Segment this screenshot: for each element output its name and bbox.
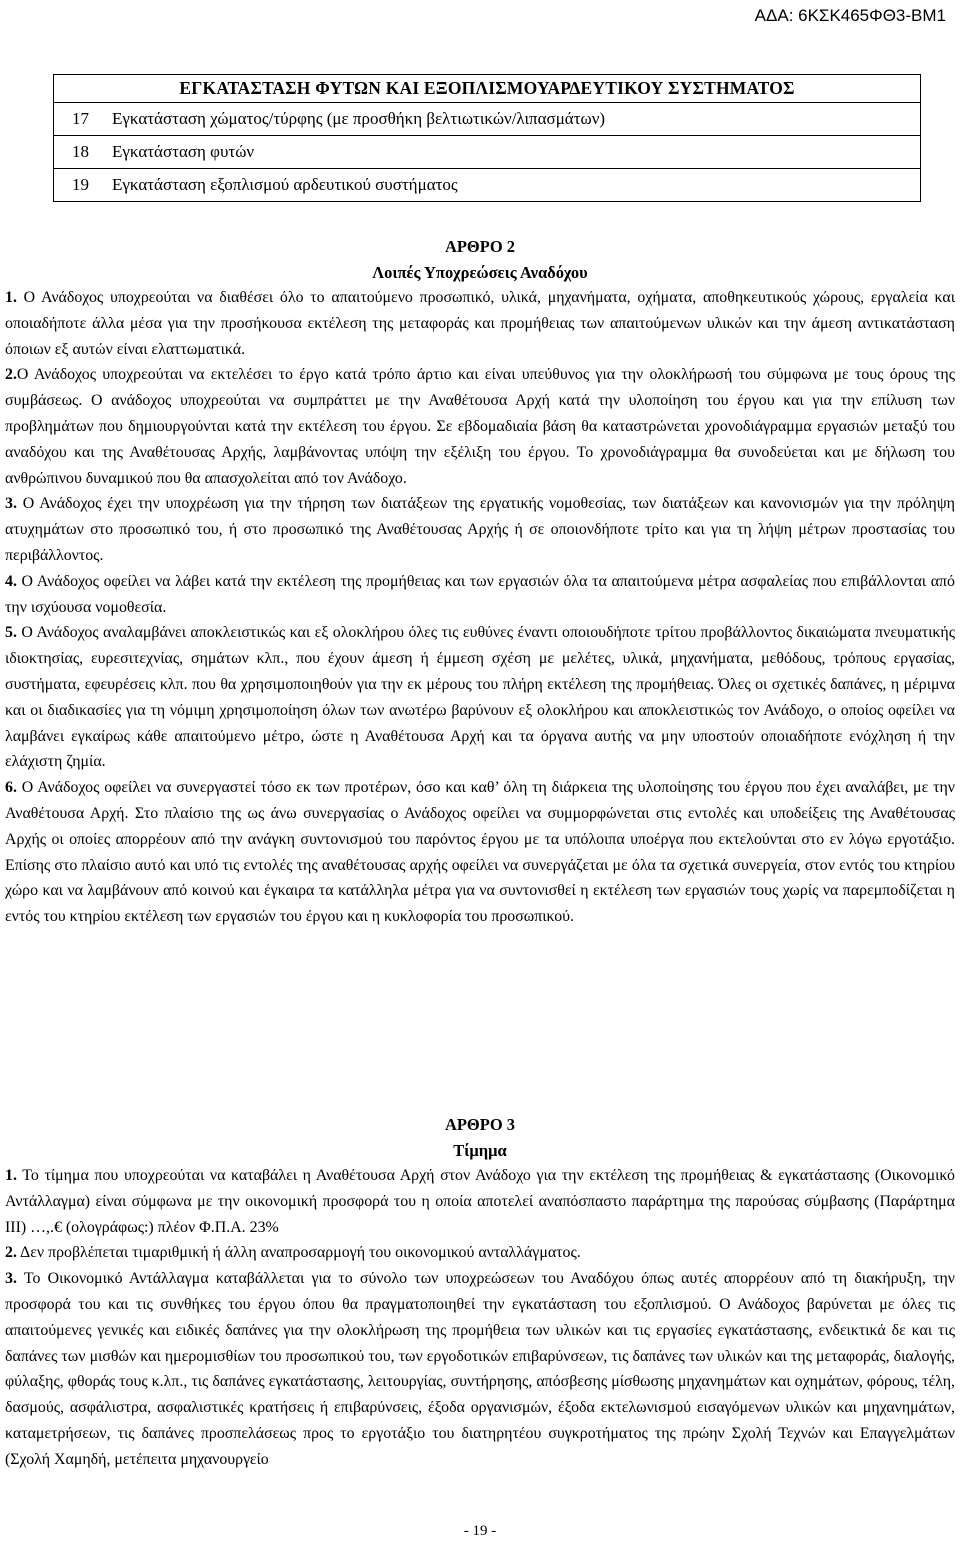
items-table — [53, 74, 921, 202]
paragraph-text: Ο Ανάδοχος έχει την υποχρέωση για την τήρηση των διατάξεων της εργατικής νομοθεσίας, των διατάξεων και κανονισμών για την πρόληψη ατυχημάτων στο προσωπικό του, ή στο προσωπικό της Αναθέτουσας Αρχής ή σε οποιονδήποτε τρίτο και για τη λήψη μέτρων προστασίας του περιβάλλοντος. — [5, 495, 955, 564]
article-2-subheading: Λοιπές Υποχρεώσεις Αναδόχου — [372, 263, 588, 282]
item-number: 19 — [54, 169, 108, 202]
paragraph-text: Ο Ανάδοχος οφείλει να λάβει κατά την εκτέλεση της προμήθειας και των εργασιών όλα τα απαιτούμενα μέτρα ασφαλείας που επιβάλλονται από την ισχύουσα νομοθεσία. — [5, 572, 955, 616]
paragraph — [5, 1266, 955, 1472]
table-row — [54, 136, 921, 169]
paragraph-text: Ο Ανάδοχος υποχρεούται να διαθέσει όλο το απαιτούμενο προσωπικό, υλικά, μηχανήματα, οχήματα, αποθηκευτικούς χώρους, εργαλεία και οποιαδήποτε άλλα μέσα για την προσήκουσα εκτέλεση της μεταφοράς και προμήθειας των απαιτούμενων υλικών και την άμεση αντικατάσταση όποιων εξ αυτών είναι ελαττωματικά. — [5, 289, 955, 358]
item-description: Εγκατάσταση φυτών — [107, 136, 921, 169]
paragraph-number: 4. — [5, 572, 17, 590]
table-row — [54, 169, 921, 202]
paragraph-number: 3. — [5, 495, 17, 513]
paragraph-number: 2. — [5, 366, 17, 384]
paragraph-text: Το Οικονομικό Αντάλλαγμα καταβάλλεται για το σύνολο των υποχρεώσεων του Αναδόχου όπως αυτές απορρέουν από τη διακήρυξη, την προσφορά του και τις συνθήκες του έργου όπου θα πραγματοποιηθεί την εγκατάσταση του εξοπλισμού. Ο Ανάδοχος βαρύνεται με όλες τις απαιτούμενες γενικές και ειδικές δαπάνες για την ολοκλήρωση της προμήθεια των υλικών και τις εργασίες εγκατάστασης, ενδεικτικά δε και τις δαπάνες των μισθών και ημερομισθίων του προσωπικού του, των εργοδοτικών επιβαρύνσεων, τις δαπάνες των υλικών και της μεταφοράς, διαλογής, φύλαξης, φθοράς τους κ.λπ., τις δαπάνες εγκατάστασης, λειτουργίας, συντήρησης, απόσβεσης μίσθωσης μηχανημάτων και οχημάτων, φόρους, τέλη, δασμούς, ασφάλιστρα, ασφαλιστικές κρατήσεις ή επιβαρύνσεις, έξοδα οργανισμών, έξοδα εκτελωνισμού εισαγόμενων υλικών και μηχανημάτων, καταμετρήσεων, τις δαπάνες προσπελάσεως προς το εργοτάξιο του διατηρητέου συγκροτήματος της πρώην Σχολή Τεχνών και Επαγγελμάτων (Σχολή Χαμηδή, μετέπειτα μηχανουργείο — [5, 1270, 955, 1468]
ada-code: ΑΔΑ: 6ΚΣΚ465ΦΘ3-ΒΜ1 — [754, 6, 946, 25]
article-2-heading: ΑΡΘΡΟ 2 — [444, 237, 516, 256]
item-description: Εγκατάσταση χώματος/τύρφης (με προσθήκη βελτιωτικών/λιπασμάτων) — [107, 103, 921, 136]
table-row — [54, 103, 921, 136]
paragraph — [5, 775, 955, 930]
paragraph — [5, 285, 955, 362]
paragraph-text: Δεν προβλέπεται τιμαριθμική ή άλλη αναπροσαρμογή του οικονομικού ανταλλάγματος. — [16, 1244, 581, 1262]
item-description: Εγκατάσταση εξοπλισμού αρδευτικού συστήματος — [107, 169, 921, 202]
article-2 — [5, 236, 955, 930]
items-table-title: ΕΓΚΑΤΑΣΤΑΣΗ ΦΥΤΩΝ ΚΑΙ ΕΞΟΠΛΙΣΜΟΥΑΡΔΕΥΤΙΚΟΥ ΣΥΣΤΗΜΑΤΟΣ — [54, 75, 921, 103]
paragraph — [5, 1163, 955, 1240]
item-number: 17 — [54, 103, 108, 136]
paragraph — [5, 362, 955, 491]
paragraph — [5, 569, 955, 621]
article-3-heading: ΑΡΘΡΟ 3 — [444, 1115, 516, 1134]
paragraph-text: Ο Ανάδοχος υποχρεούται να εκτελέσει το έργο κατά τρόπο άρτιο και είναι υπεύθυνος για την ολοκλήρωσή του σύμφωνα με τους όρους της συμβάσεως. Ο ανάδοχος υποχρεούται να συμπράττει με την Αναθέτουσα Αρχή κατά την υλοποίηση του έργου και για την επίλυση των προβλημάτων που δημιουργούνται κατά την εκτέλεση του έργου. Σε εβδομαδιαία βάση θα καταστρώνεται χρονοδιάγραμμα εργασιών μεταξύ του αναδόχου και της Αναθέτουσας Αρχής, λαμβάνοντας υπόψη την εξέλιξη του έργου. Το χρονοδιάγραμμα θα συνοδεύεται και με δήλωση του ανθρώπινου δυναμικού που θα απασχολείται από τον Ανάδοχο. — [5, 366, 955, 487]
paragraph-number: 5. — [5, 624, 17, 642]
paragraph — [5, 1240, 955, 1266]
paragraph-number: 6. — [5, 779, 17, 797]
paragraph-number: 1. — [5, 289, 17, 306]
paragraph-text: Το τίμημα που υποχρεούται να καταβάλει η Αναθέτουσα Αρχή στον Ανάδοχο για την εκτέλεση της προμήθειας & εγκατάστασης (Οικονομικό Αντάλλαγμα) είναι σύμφωνα με την οικονομική προσφορά του η οποία αποτελεί αναπόσπαστο παράρτημα της παρούσας σύμβασης (Παράρτημα ΙΙΙ) …,.€ (ολογράφως:) πλέον Φ.Π.Α. 23% — [5, 1167, 955, 1236]
article-3-subheading: Τίμημα — [453, 1141, 507, 1160]
item-number: 18 — [54, 136, 108, 169]
paragraph — [5, 620, 955, 775]
article-3 — [5, 1114, 955, 1473]
paragraph-text: Ο Ανάδοχος οφείλει να συνεργαστεί τόσο εκ των προτέρων, όσο και καθ’ όλη τη διάρκεια της υλοποίησης του έργου που έχει αναλάβει, με την Αναθέτουσα Αρχή. Στο πλαίσιο της ως άνω συνεργασίας ο Ανάδοχος οφείλει να συμμορφώνεται στις εντολές και υποδείξεις της Αναθέτουσας Αρχής οι οποίες απορρέουν από την ανάγκη συντονισμού του παρόντος έργου με τα υπόλοιπα υποέργα που εκτελούνται στο εν λόγω εργοτάξιο. Επίσης στο πλαίσιο αυτό και υπό τις εντολές της αναθέτουσας αρχής οφείλει να συνεργάζεται με όλα τα σχετικά συνεργεία, στον εντός του κτηρίου χώρο και να λαμβάνουν από κοινού και έγκαιρα τα κατάλληλα μέτρα για να συντονισθεί η εκτέλεση των εργασιών τους χωρίς να παρεμποδίζεται η εντός του κτηρίου εκτέλεση των εργασιών του έργου και η κυκλοφορία του προσωπικού. — [5, 779, 955, 926]
paragraph-number: 3. — [5, 1270, 17, 1288]
paragraph-text: Ο Ανάδοχος αναλαμβάνει αποκλειστικώς και εξ ολοκλήρου όλες τις ευθύνες έναντι οποιουδήποτε τρίτου προβάλλοντος δικαιώματα πνευματικής ιδιοκτησίας, ευρεσιτεχνίας, σημάτων κλπ., που έχουν άμεση ή έμμεση σχέση με μελέτες, υλικά, μηχανήματα, μεθόδους, τρόπους εργασίας, συστήματα, εφευρέσεις κλπ. που θα χρησιμοποιηθούν για την εκ μέρους του πλήρη εκτέλεση της προμήθειας. Όλες οι σχετικές δαπάνες, η μέριμνα και οι διαδικασίες για τη νόμιμη χρησιμοποίηση όλων των ανωτέρω βαρύνουν εξ ολοκλήρου και αποκλειστικώς τον Ανάδοχο, ο οποίος οφείλει να λαμβάνει εγκαίρως κάθε απαιτούμενο μέτρο, ώστε η Αναθέτουσα Αρχή και τα όργανα αυτής να μην υποστούν οποιαδήποτε ενόχληση ή την ελάχιστη ζημία. — [5, 624, 955, 771]
paragraph — [5, 491, 955, 568]
page-number: - 19 - — [463, 1523, 497, 1539]
paragraph-number: 2. — [5, 1244, 17, 1262]
paragraph-number: 1. — [5, 1167, 17, 1184]
